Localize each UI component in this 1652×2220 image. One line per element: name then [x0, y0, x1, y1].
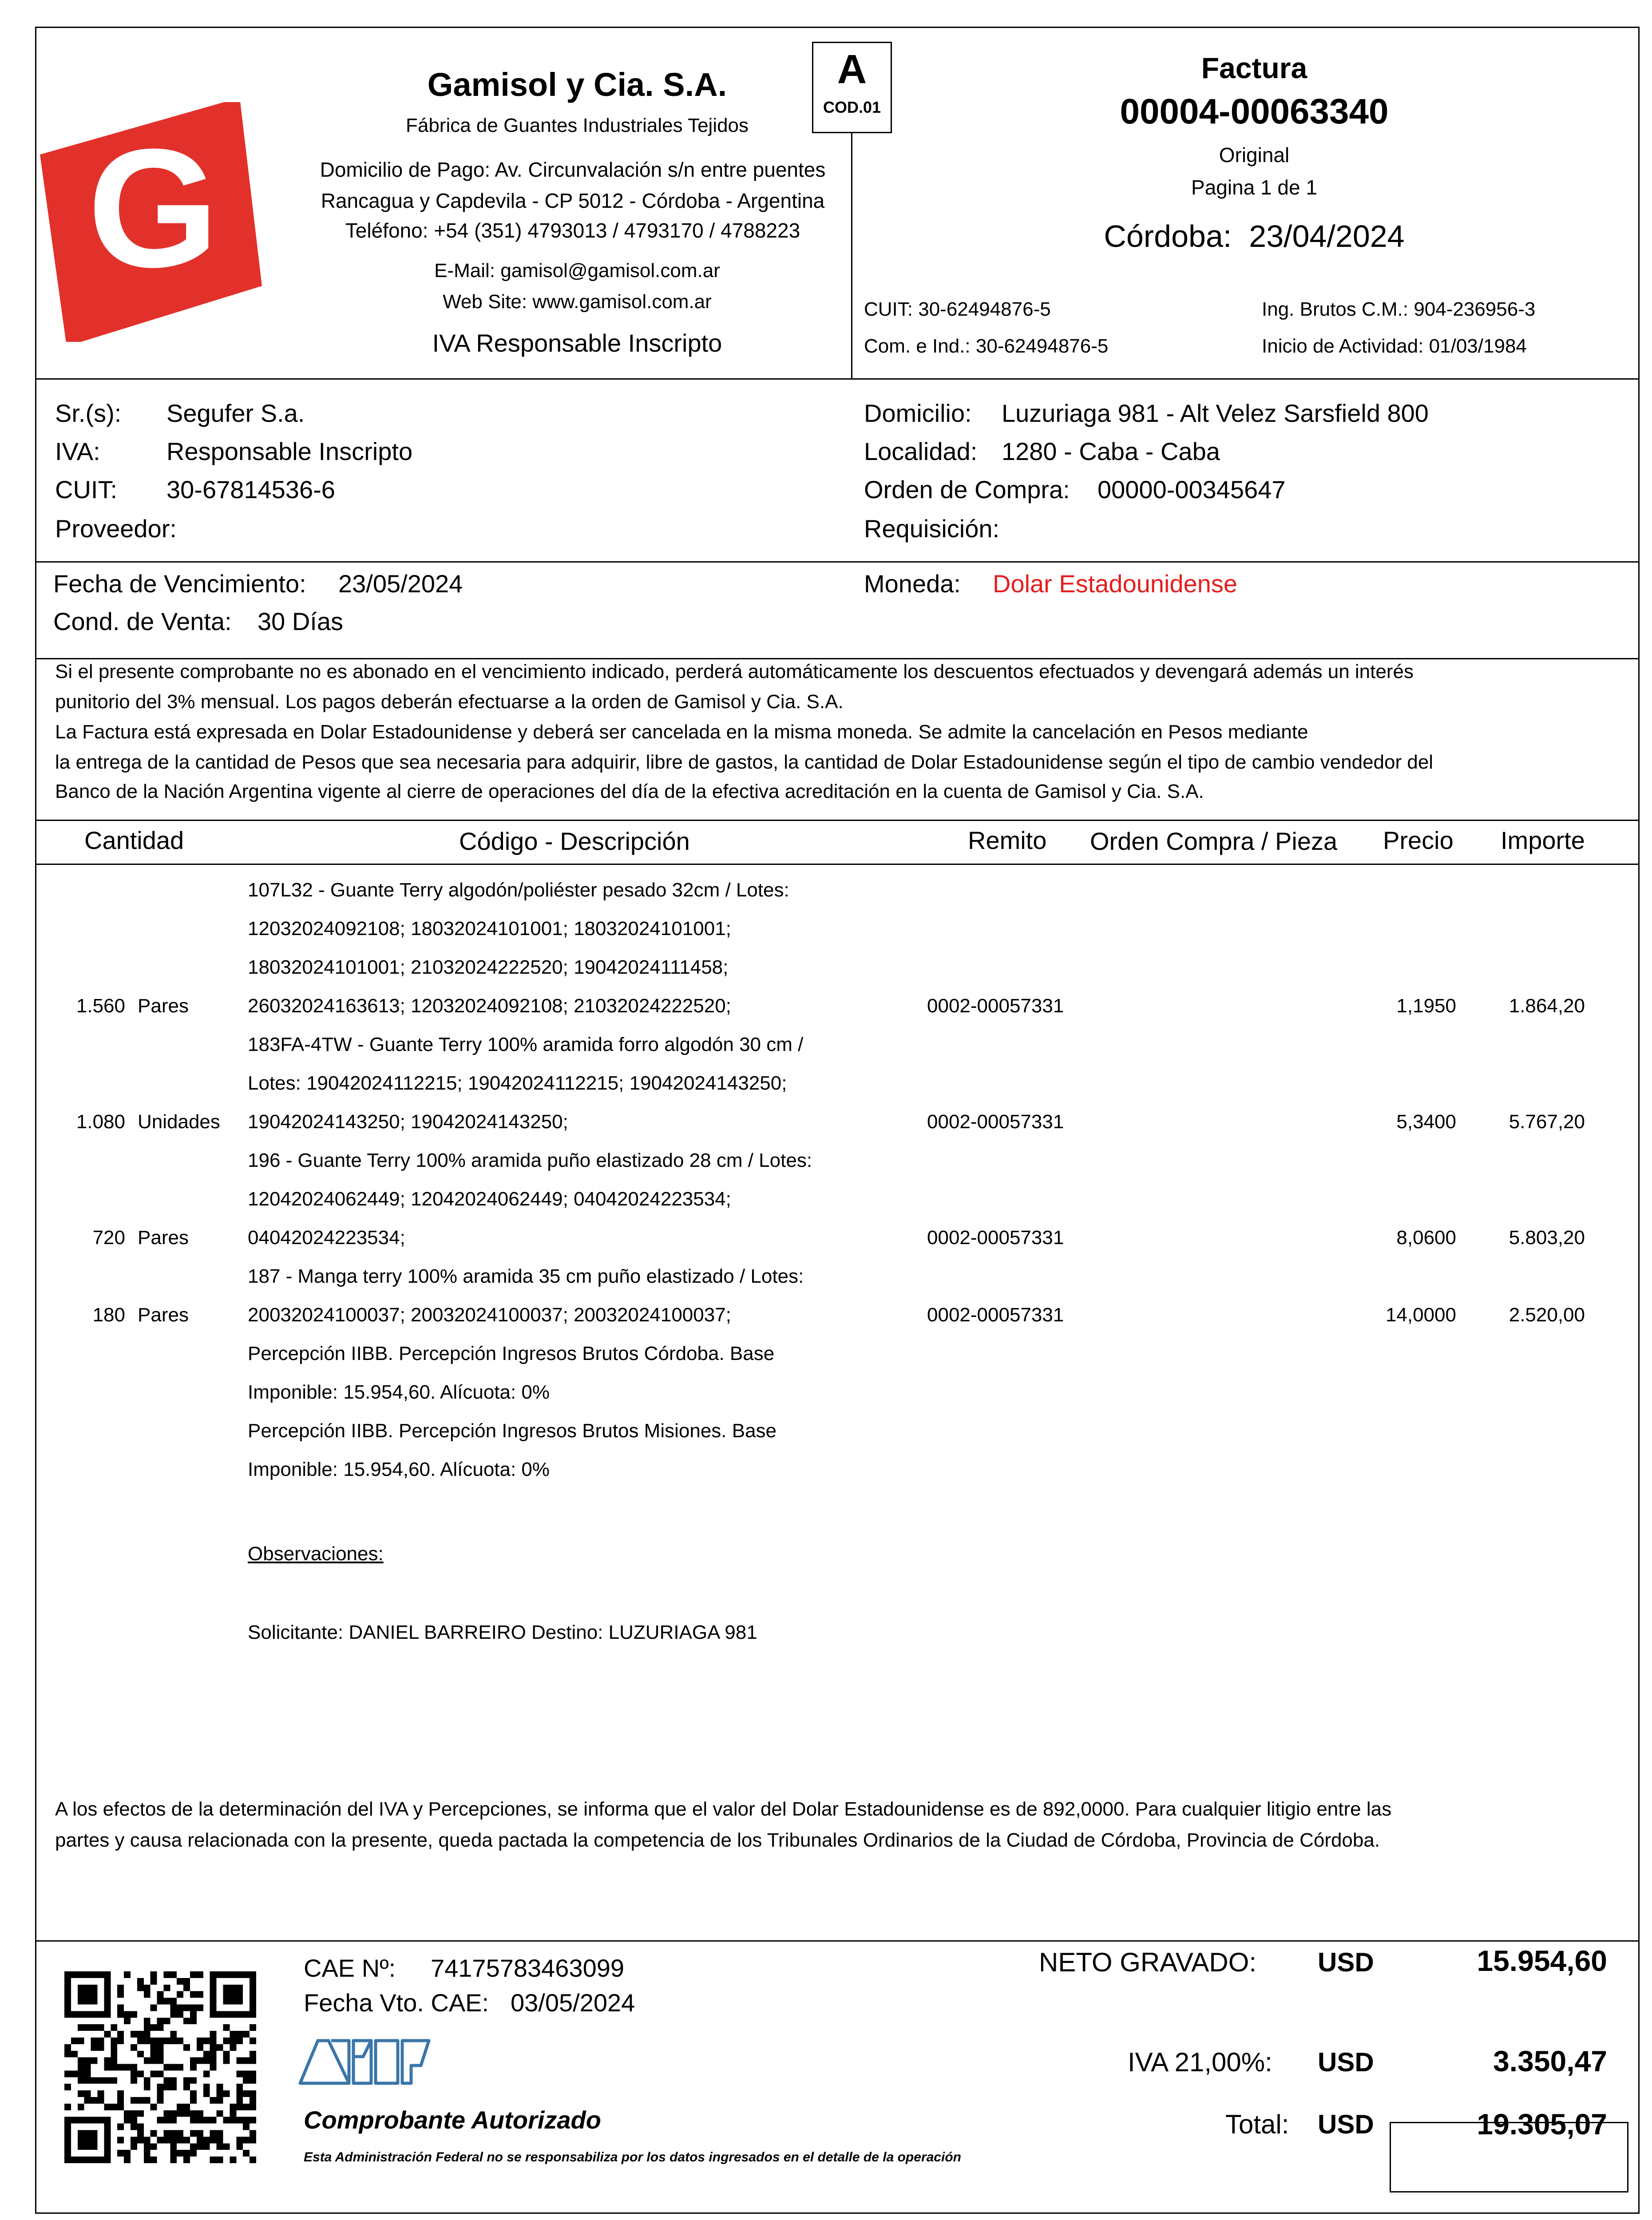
company-name: Gamisol y Cia. S.A. — [427, 66, 727, 103]
total-label: Total: — [1225, 2109, 1289, 2139]
item-price: 14,0000 — [1385, 1304, 1456, 1326]
neto-label: NETO GRAVADO: — [1039, 1947, 1257, 1977]
company-com-ind: Com. e Ind.: 30-62494876-5 — [864, 335, 1109, 357]
company-tagline: Fábrica de Guantes Industriales Tejidos — [405, 115, 749, 136]
solicitante: Solicitante: DANIEL BARREIRO Destino: LUZURIAGA 981 — [248, 1621, 757, 1643]
client-iva-label: IVA: — [55, 437, 100, 465]
divider — [35, 820, 1640, 821]
qr-code-icon — [64, 1971, 256, 2163]
company-ing-brutos: Ing. Brutos C.M.: 904-236956-3 — [1262, 298, 1536, 320]
item-description-line: 20032024100037; 20032024100037; 20032024100037; — [248, 1304, 731, 1326]
company-address-line1: Domicilio de Pago: Av. Circunvalación s/n entre puentes — [320, 158, 826, 181]
client-cuit-label: CUIT: — [55, 476, 117, 503]
item-description-line: 187 - Manga terry 100% aramida 35 cm puño elastizado / Lotes: — [248, 1265, 804, 1287]
iva-amount: 3.350,47 — [1493, 2045, 1607, 2077]
col-header-precio: Precio — [1383, 826, 1454, 854]
legal-note-line: partes y causa relacionada con la presente, queda pactada la competencia de los Tribunales Ordinarios de la Ciudad de Córdoba, Provincia de Córdoba. — [55, 1829, 1380, 1851]
perception-line: Imponible: 15.954,60. Alícuota: 0% — [248, 1381, 550, 1403]
document-type-letter: A — [837, 47, 867, 92]
client-name-label: Sr.(s): — [55, 399, 122, 427]
invoice-date-line — [977, 218, 1532, 254]
cae-number: 74175783463099 — [431, 1954, 625, 1982]
client-localidad-label: Localidad: — [864, 437, 978, 465]
terms-moneda: Dolar Estadounidense — [993, 570, 1238, 598]
iva-currency: USD — [1318, 2047, 1374, 2077]
perception-line: Imponible: 15.954,60. Alícuota: 0% — [248, 1459, 550, 1480]
observaciones-label: Observaciones: — [248, 1543, 384, 1565]
terms-vencimiento-label: Fecha de Vencimiento: — [53, 570, 306, 598]
company-address-line2: Rancagua y Capdevila - CP 5012 - Córdoba - Argentina — [321, 189, 825, 212]
item-amount: 5.803,20 — [1509, 1227, 1585, 1249]
client-domicilio-label: Domicilio: — [864, 399, 972, 427]
afip-logo-icon — [297, 2039, 501, 2088]
invoice-number: 00004-00063340 — [1120, 91, 1389, 131]
col-header-remito: Remito — [968, 826, 1047, 854]
company-logo-icon — [40, 102, 271, 342]
client-iva: Responsable Inscripto — [166, 437, 413, 465]
divider — [35, 864, 1640, 865]
item-price: 5,3400 — [1396, 1111, 1456, 1133]
item-remito: 0002-00057331 — [927, 1304, 1064, 1326]
divider — [35, 658, 1640, 659]
company-email: E-Mail: gamisol@gamisol.com.ar — [434, 260, 720, 281]
col-header-importe: Importe — [1501, 826, 1585, 854]
col-header-descripcion: Código - Descripción — [459, 827, 690, 855]
total-amount: 19.305,07 — [1477, 2108, 1607, 2141]
iva-label: IVA 21,00%: — [1128, 2047, 1272, 2077]
invoice-page: Pagina 1 de 1 — [1191, 176, 1317, 199]
client-name: Segufer S.a. — [166, 399, 305, 427]
disclaimer-line: Banco de la Nación Argentina vigente al cierre de operaciones del día de la efectiva acreditación en la cuenta de Gamisol y Cia. S.A. — [55, 781, 1204, 802]
item-amount: 5.767,20 — [1509, 1111, 1585, 1133]
item-remito: 0002-00057331 — [927, 1111, 1064, 1133]
terms-moneda-label: Moneda: — [864, 570, 961, 598]
invoice-date: 23/04/2024 — [1249, 219, 1405, 254]
invoice-copy: Original — [1219, 143, 1290, 166]
col-header-cantidad: Cantidad — [84, 826, 184, 854]
item-unit: Unidades — [138, 1111, 220, 1133]
col-header-orden: Orden Compra / Pieza — [1090, 827, 1338, 855]
item-description-line: 18032024101001; 21032024222520; 19042024111458; — [248, 956, 729, 978]
disclaimer-line: La Factura está expresada en Dolar Estadounidense y deberá ser cancelada en la misma moneda. Se admite la cancelación en Pesos mediante — [55, 721, 1308, 743]
authorized-label: Comprobante Autorizado — [304, 2106, 601, 2134]
company-inicio-actividad: Inicio de Actividad: 01/03/1984 — [1262, 335, 1527, 357]
neto-amount: 15.954,60 — [1477, 1944, 1607, 1977]
item-amount: 1.864,20 — [1509, 995, 1585, 1017]
legal-note-line: A los efectos de la determinación del IVA y Percepciones, se informa que el valor del Dolar Estadounidense es de 892,0000. Para cualquier litigio entre las — [55, 1798, 1392, 1820]
item-remito: 0002-00057331 — [927, 995, 1064, 1017]
item-quantity: 1.560 — [76, 995, 125, 1017]
client-cuit: 30-67814536-6 — [166, 476, 335, 503]
item-description-line: 12042024062449; 12042024062449; 04042024223534; — [248, 1188, 731, 1210]
document-type-box — [812, 42, 892, 133]
client-proveedor-label: Proveedor: — [55, 515, 177, 543]
document-type-code: COD.01 — [823, 98, 881, 116]
cae-label: CAE Nº: — [304, 1954, 396, 1982]
perception-line: Percepción IIBB. Percepción Ingresos Brutos Córdoba. Base — [248, 1343, 775, 1364]
item-unit: Pares — [138, 1304, 189, 1326]
item-description-line: 19042024143250; 19042024143250; — [248, 1111, 568, 1133]
item-quantity: 180 — [92, 1304, 125, 1326]
company-phone: Teléfono: +54 (351) 4793013 / 4793170 / 4788223 — [345, 219, 800, 242]
divider — [35, 561, 1640, 563]
item-description-line: 196 - Guante Terry 100% aramida puño elastizado 28 cm / Lotes: — [248, 1150, 812, 1171]
terms-vencimiento: 23/05/2024 — [338, 570, 463, 598]
item-description-line: 04042024223534; — [248, 1227, 405, 1249]
client-orden: 00000-00345647 — [1097, 476, 1286, 503]
terms-cond-label: Cond. de Venta: — [53, 607, 232, 635]
item-description-line: 12032024092108; 18032024101001; 18032024101001; — [248, 918, 731, 940]
client-domicilio: Luzuriaga 981 - Alt Velez Sarsfield 800 — [1002, 399, 1429, 427]
afip-disclaimer: Esta Administración Federal no se responsabiliza por los datos ingresados en el detalle de la operación — [304, 2150, 961, 2164]
client-requisicion-label: Requisición: — [864, 515, 1000, 543]
item-unit: Pares — [138, 1227, 189, 1249]
item-description-line: 107L32 - Guante Terry algodón/poliéster pesado 32cm / Lotes: — [248, 879, 789, 901]
divider — [35, 1940, 1640, 1942]
item-remito: 0002-00057331 — [927, 1227, 1064, 1249]
svg-text:G: G — [87, 114, 219, 302]
disclaimer-line: la entrega de la cantidad de Pesos que sea necesaria para adquirir, libre de gastos, la cantidad de Dolar Estadounidense según el tipo de cambio vendedor del — [55, 751, 1434, 773]
item-quantity: 720 — [92, 1227, 125, 1249]
item-amount: 2.520,00 — [1509, 1304, 1585, 1326]
client-orden-label: Orden de Compra: — [864, 476, 1070, 503]
company-iva-condition: IVA Responsable Inscripto — [432, 329, 722, 357]
item-description-line: Lotes: 19042024112215; 19042024112215; 19042024143250; — [248, 1072, 787, 1094]
disclaimer-line: punitorio del 3% mensual. Los pagos deberán efectuarse a la orden de Gamisol y Cia. S.A. — [55, 691, 844, 713]
client-localidad: 1280 - Caba - Caba — [1002, 437, 1220, 465]
item-description-line: 26032024163613; 12032024092108; 21032024222520; — [248, 995, 731, 1017]
divider — [35, 378, 1640, 380]
item-description-line: 183FA-4TW - Guante Terry 100% aramida forro algodón 30 cm / — [248, 1034, 804, 1055]
invoice-title: Factura — [1201, 52, 1307, 84]
item-price: 1,1950 — [1396, 995, 1456, 1017]
perception-line: Percepción IIBB. Percepción Ingresos Brutos Misiones. Base — [248, 1420, 777, 1442]
item-unit: Pares — [138, 995, 189, 1017]
cae-vto: 03/05/2024 — [511, 1989, 635, 2017]
total-currency: USD — [1318, 2109, 1374, 2139]
neto-currency: USD — [1318, 1947, 1374, 1977]
invoice-place: Córdoba: — [1104, 219, 1232, 254]
terms-cond: 30 Días — [258, 607, 343, 635]
header-divider — [851, 133, 852, 378]
item-quantity: 1.080 — [76, 1111, 125, 1133]
disclaimer-line: Si el presente comprobante no es abonado en el vencimiento indicado, perderá automáticamente los descuentos efectuados y devengará además un interés — [55, 661, 1414, 682]
company-cuit: CUIT: 30-62494876-5 — [864, 298, 1051, 320]
company-website: Web Site: www.gamisol.com.ar — [443, 291, 712, 313]
cae-vto-label: Fecha Vto. CAE: — [304, 1989, 489, 2017]
item-price: 8,0600 — [1396, 1227, 1456, 1249]
